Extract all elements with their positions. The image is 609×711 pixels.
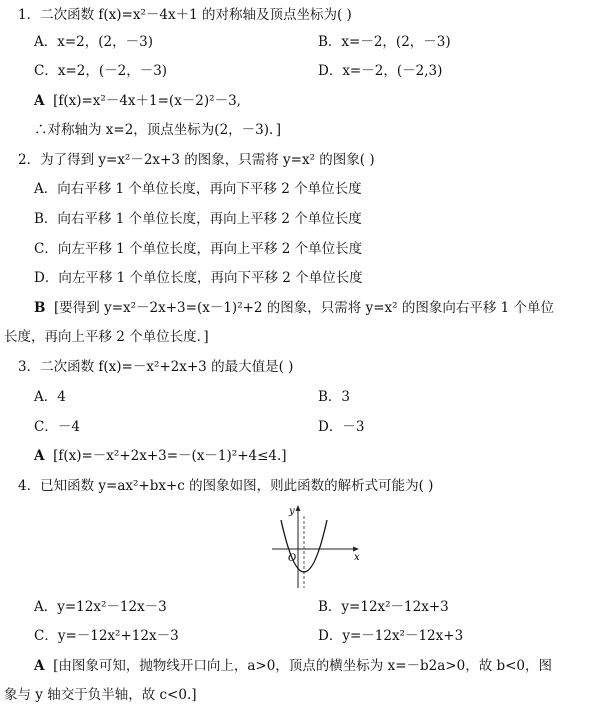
q3-option-d: D．－3 [318,419,365,435]
graph-y-arrow [296,505,301,511]
q4-answer-line2: 象与 y 轴交于负半轴，故 c<0.] [4,687,197,703]
q4-answer-letter: A [34,658,45,674]
q1-option-b: B．x=－2，(2，－3) [318,34,451,50]
graph-label-origin: O [288,553,297,564]
q4-answer-line1: [由图象可知，抛物线开口向上，a>0，顶点的横坐标为 x=－b2a>0，故 b<0，图 [53,658,553,674]
q2-stem: 2．为了得到 y=x²－2x+3 的图象，只需将 y=x² 的图象( ) [18,152,375,168]
q4-option-c: C．y=－12x²+12x－3 [34,628,179,644]
q2-answer-letter: B [34,300,46,316]
q4-option-a: A．y=12x²－12x－3 [34,599,167,615]
q3-answer [34,447,287,465]
q4-stem: 4．已知函数 y=ax²+bx+c 的图象如图，则此函数的解析式可能为( ) [18,478,434,494]
q2-answer-line2: 长度，再向上平移 2 个单位长度．] [4,329,209,345]
parabola-graph [268,502,364,594]
graph-label-y: y [289,506,295,517]
q2-option-c: C．向左平移 1 个单位长度，再向上平移 2 个单位长度 [34,241,363,257]
q2-option-d: D．向左平移 1 个单位长度，再向下平移 2 个单位长度 [34,270,363,286]
q1-stem: 1．二次函数 f(x)=x²－4x＋1 的对称轴及顶点坐标为( ) [18,7,352,23]
q1-option-a: A．x=2，(2，－3) [34,34,153,50]
q1-answer-line1: [f(x)=x²－4x＋1=(x－2)²－3, [53,93,241,109]
q1-answer [34,92,241,110]
graph-label-x: x [354,552,360,563]
q2-option-a: A．向右平移 1 个单位长度，再向下平移 2 个单位长度 [34,181,362,197]
q2-option-b: B．向右平移 1 个单位长度，再向上平移 2 个单位长度 [34,211,362,227]
q1-option-d: D．x=－2，(－2,3) [318,63,443,79]
q3-stem: 3．二次函数 f(x)=－x²+2x+3 的最大值是( ) [18,359,294,375]
q1-answer-line2: ∴对称轴为 x=2，顶点坐标为(2，－3)．] [34,122,282,138]
q4-option-b: B．y=12x²－12x+3 [318,599,449,615]
q3-option-b: B．3 [318,389,351,405]
q2-answer-line1: [要得到 y=x²－2x+3=(x－1)²+2 的图象，只需将 y=x² 的图象向右平移 1 个单位 [54,300,555,316]
q3-answer-letter: A [34,448,45,464]
q2-answer [34,299,554,317]
q1-answer-letter: A [34,93,45,109]
q4-answer [34,657,552,675]
q1-option-c: C．x=2，(－2，－3) [34,63,168,79]
graph-x-arrow [353,547,359,552]
q4-option-d: D．y=－12x²－12x+3 [318,628,464,644]
q3-option-c: C．－4 [34,419,80,435]
q3-option-a: A．4 [34,389,66,405]
q3-answer-line1: [f(x)=－x²+2x+3=－(x－1)²+4≤4.] [53,448,287,464]
